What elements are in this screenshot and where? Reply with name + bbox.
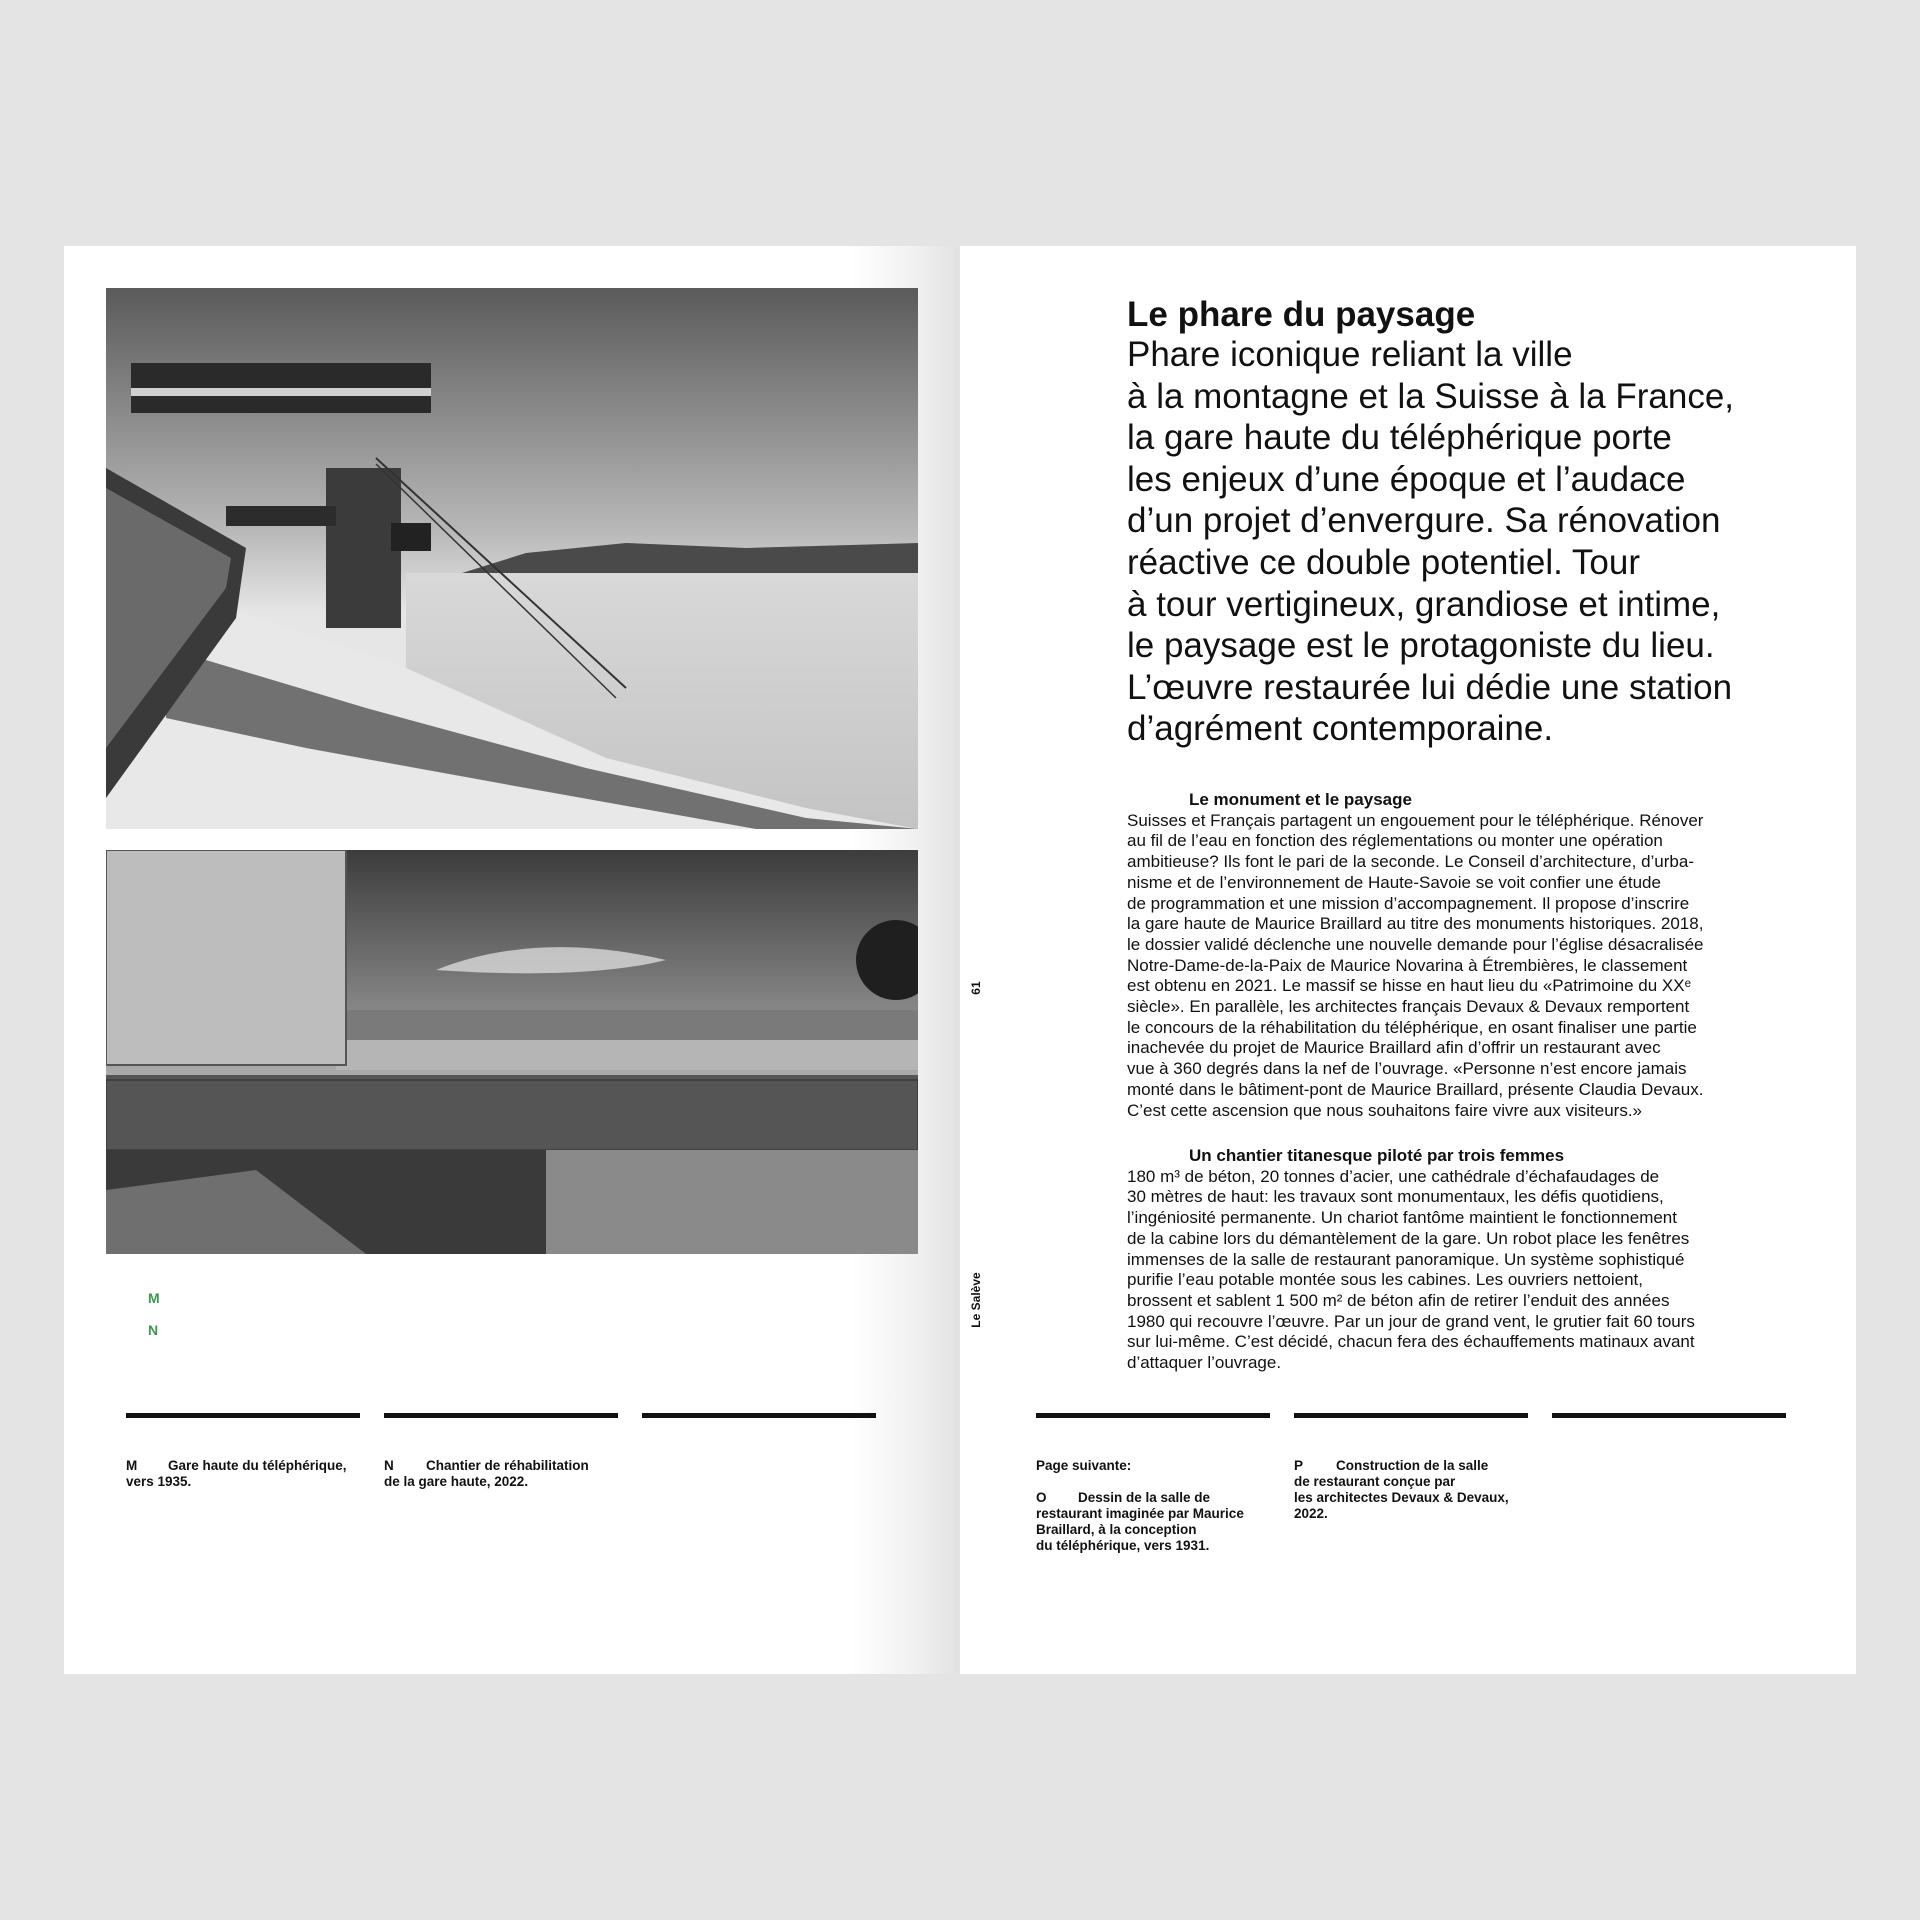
caption-tag: P: [1294, 1458, 1304, 1473]
section-body: 180 m³ de béton, 20 tonnes d’acier, une cathédrale d’échafaudages de 30 mètres de haut: les travaux sont monumentaux, les défis quotidiens, l’ingéniosité permanente. Un chariot fantôme maintient le fonctionnement de la cabine lors du démantèlement de la gare. Un robot place les fenêtres immenses de la salle de restaurant panoramique. Un système sophistiqué purifie l’eau potable montée sous les cabines. Les ouvriers nettoient, brossent et sablent 1 500 m² de béton afin de retirer l’enduit des années 1980 qui recouvre l’œuvre. Par un jour de grand vent, le grutier fait 60 tours sur lui-même. C’est décidé, chacun fera des échauffements matinaux avant d’attaquer l’ouvrage.: [1127, 1166, 1695, 1373]
column-rule: [384, 1413, 618, 1418]
article-lead: Phare iconique reliant la ville à la montagne et la Suisse à la France, la gare haute du téléphérique porte les enjeux d’une époque et l’audace d’un projet d’envergure. Sa rénovation réactive ce double potentiel. Tour à tour vertigineux, grandiose et intime, le paysage est le protagoniste du lieu. L’œuvre restaurée lui dédie une station d’agrément contemporaine.: [1127, 335, 1735, 749]
caption-tag: N: [384, 1458, 394, 1473]
cable-car-upper-station-photo: [106, 288, 918, 829]
caption-text: Construction de la salle de restaurant conçue par les architectes Devaux & Devaux, 2022.: [1294, 1458, 1509, 1521]
right-page: [960, 246, 1856, 1674]
page-number: 61: [969, 981, 983, 995]
article-heading: Le phare du paysage: [1127, 295, 1476, 334]
next-page-captions: [1036, 1458, 1276, 1554]
caption-n: [384, 1458, 624, 1490]
column-rule: [1036, 1413, 1270, 1418]
caption-o: [1036, 1490, 1276, 1554]
next-page-label: Page suivante:: [1036, 1458, 1132, 1473]
section-title: Un chantier titanesque piloté par trois femmes: [1189, 1146, 1565, 1165]
construction-site-photo: [106, 850, 918, 1254]
section-body: Suisses et Français partagent un engouement pour le téléphérique. Rénover au fil de l’eau en fonction des réglementations ou monter une opération ambitieuse? Ils font le pari de la seconde. Le Conseil d’architecture, d’urba- nisme et de l’environnement de Haute-Savoie se voit confier une étude de programmation et une mission d’accompagnement. Il propose d’inscrire la gare haute de Maurice Braillard au titre des monuments historiques. 2018, le dossier validé déclenche une nouvelle demande pour l’église désacralisée Notre-Dame-de-la-Paix de Maurice Novarina à Étrembières, le classement est obtenu en 2021. Le massif se hisse en haut lieu du «Patrimoine du XXᵉ siècle». En parallèle, les architectes français Devaux & Devaux remportent le concours de la réhabilitation du téléphérique, en osant finaliser une partie inachevée du projet de Maurice Braillard afin d’offrir un restaurant avec vue à 360 degrés dans la nef de l’ouvrage. «Personne n’est encore jamais monté dans le bâtiment-pont de Maurice Braillard, présente Claudia Devaux. C’est cette ascension que nous souhaitons faire vivre aux visiteurs.»: [1127, 810, 1704, 1120]
caption-tag: M: [126, 1458, 138, 1473]
figure-marker-m: M: [148, 1290, 160, 1306]
column-rule: [1294, 1413, 1528, 1418]
caption-m: [126, 1458, 366, 1490]
caption-p: [1294, 1458, 1534, 1522]
caption-text: Gare haute du téléphérique, vers 1935.: [126, 1458, 347, 1489]
caption-text: Dessin de la salle de restaurant imaginée par Maurice Braillard, à la conception du téléphérique, vers 1931.: [1036, 1490, 1244, 1553]
article-section: [1127, 1146, 1807, 1374]
article-section: [1127, 790, 1807, 1121]
left-page: [64, 246, 959, 1674]
column-rule: [1552, 1413, 1786, 1418]
caption-tag: O: [1036, 1490, 1047, 1505]
section-title: Le monument et le paysage: [1189, 790, 1412, 809]
running-title: Le Salève: [969, 1272, 983, 1328]
caption-text: Chantier de réhabilitation de la gare haute, 2022.: [384, 1458, 589, 1489]
figure-marker-n: N: [148, 1322, 159, 1338]
column-rule: [126, 1413, 360, 1418]
column-rule: [642, 1413, 876, 1418]
